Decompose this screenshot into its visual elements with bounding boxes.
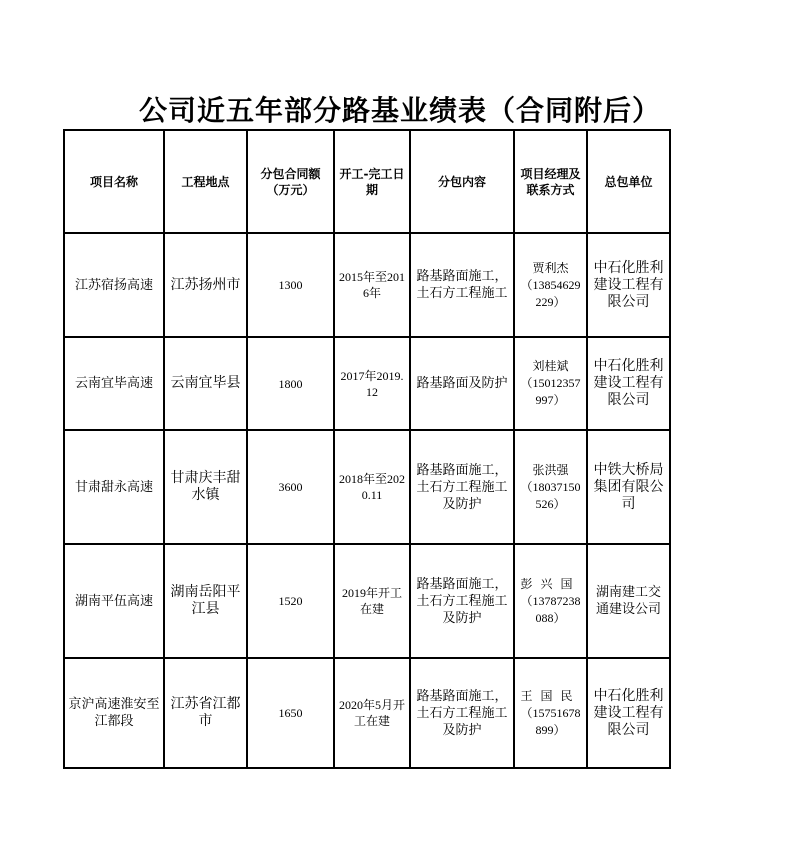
manager-name: 张洪强 <box>532 462 569 477</box>
table-row <box>64 544 670 658</box>
manager-name: 刘桂斌 <box>532 359 569 373</box>
table-row <box>64 233 670 337</box>
header-row <box>64 130 670 233</box>
cell-manager <box>514 233 587 337</box>
cell-contractor: 中石化胜利建设工程有限公司 <box>587 337 670 430</box>
page-title: 公司近五年部分路基业绩表（合同附后） <box>138 94 661 127</box>
cell-project-name: 云南宜毕高速 <box>64 337 164 430</box>
manager-name: 贾利杰 <box>532 260 569 275</box>
cell-project-name: 江苏宿扬高速 <box>64 233 164 337</box>
cell-period: 2019年开工在建 <box>334 544 410 658</box>
cell-contract-amount: 1650 <box>247 658 334 768</box>
cell-project-name: 湖南平伍高速 <box>64 544 164 658</box>
header-period: 开工-完工日期 <box>334 130 410 233</box>
cell-period: 2017年2019.12 <box>334 337 410 430</box>
manager-phone: （15012357997） <box>520 376 581 407</box>
manager-name: 彭兴国 <box>520 576 581 591</box>
cell-content: 路基路面施工，土石方工程施工及防护 <box>410 658 514 768</box>
header-location: 工程地点 <box>164 130 247 233</box>
cell-location: 江苏省江都市 <box>164 658 247 768</box>
cell-period: 2015年至2016年 <box>334 233 410 337</box>
cell-period: 2018年至2020.11 <box>334 430 410 544</box>
cell-content: 路基路面及防护 <box>410 337 514 430</box>
cell-contractor: 中铁大桥局集团有限公司 <box>587 430 670 544</box>
header-manager: 项目经理及联系方式 <box>514 130 587 233</box>
cell-manager <box>514 544 587 658</box>
cell-project-name: 甘肃甜永高速 <box>64 430 164 544</box>
table-row <box>64 658 670 768</box>
header-contractor: 总包单位 <box>587 130 670 233</box>
cell-content: 路基路面施工，土石方工程施工及防护 <box>410 544 514 658</box>
cell-manager <box>514 430 587 544</box>
cell-contract-amount: 1300 <box>247 233 334 337</box>
cell-period: 2020年5月开工在建 <box>334 658 410 768</box>
cell-content: 路基路面施工，土石方工程施工 <box>410 233 514 337</box>
cell-contract-amount: 3600 <box>247 430 334 544</box>
manager-phone: （13854629229） <box>520 277 581 309</box>
table-row <box>64 430 670 544</box>
performance-table <box>63 129 671 769</box>
cell-location: 甘肃庆丰甜水镇 <box>164 430 247 544</box>
cell-content: 路基路面施工，土石方工程施工及防护 <box>410 430 514 544</box>
manager-phone: （18037150526） <box>520 479 581 511</box>
header-contract-amount: 分包合同额（万元） <box>247 130 334 233</box>
cell-contract-amount: 1800 <box>247 337 334 430</box>
manager-phone: （13787238088） <box>520 593 581 625</box>
cell-contractor: 中石化胜利建设工程有限公司 <box>587 658 670 768</box>
cell-project-name: 京沪高速淮安至江都段 <box>64 658 164 768</box>
manager-phone: （15751678899） <box>520 705 581 737</box>
header-project-name: 项目名称 <box>64 130 164 233</box>
cell-contractor: 湖南建工交通建设公司 <box>587 544 670 658</box>
cell-manager <box>514 337 587 430</box>
cell-location: 江苏扬州市 <box>164 233 247 337</box>
table-row <box>64 337 670 430</box>
cell-contract-amount: 1520 <box>247 544 334 658</box>
cell-manager <box>514 658 587 768</box>
cell-location: 湖南岳阳平江县 <box>164 544 247 658</box>
cell-location: 云南宜毕县 <box>164 337 247 430</box>
cell-contractor: 中石化胜利建设工程有限公司 <box>587 233 670 337</box>
header-content: 分包内容 <box>410 130 514 233</box>
manager-name: 王国民 <box>520 688 581 703</box>
